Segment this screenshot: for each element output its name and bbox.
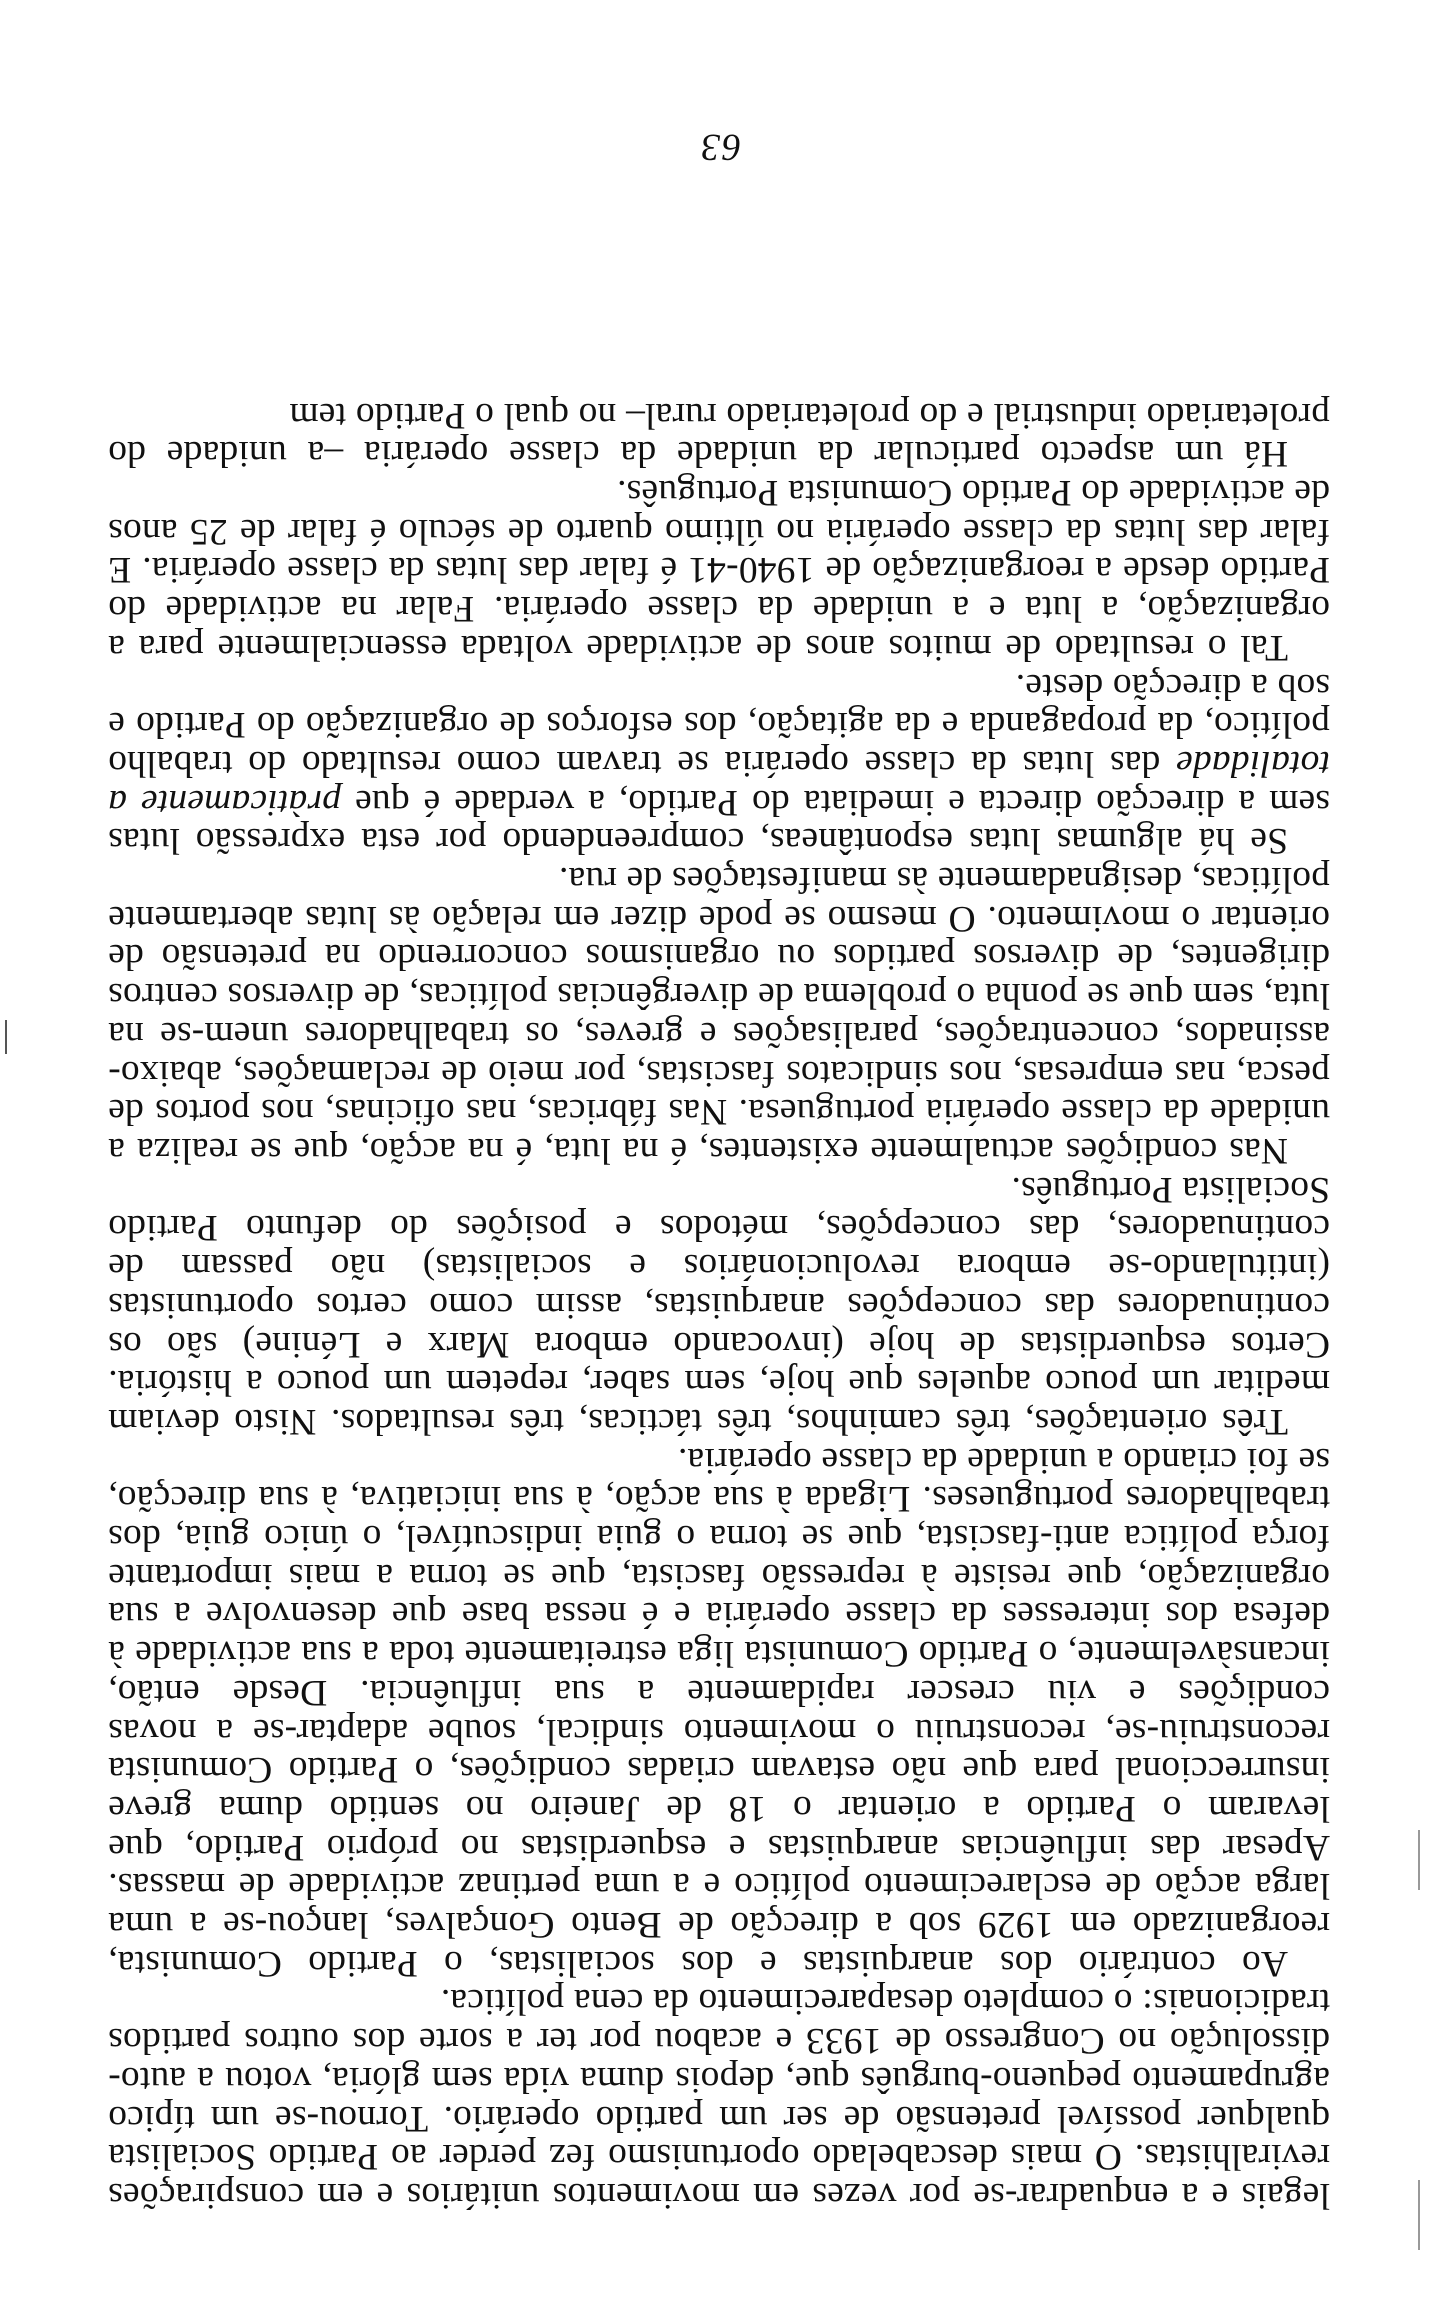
- paragraph-5-part-3: das lutas da classe operária se travam como resultado do trabalho político, da propaganda e da agitação, dos esforços de organização do Partido e sob a direcção deste.: [108, 665, 1330, 784]
- paragraph-4: Nas condições actualmente existentes, é na luta, é na acção, que se realiza a unidade da classe operária portuguesa. Nas fábricas, nas oficinas, nos portos de pesca, nas empresas, nos sindicatos fascistas, por meio de reclamações, abaixo-assinados, concentrações, paralisações e greves, os trabalhadores unem-se na luta, sem que se ponha o problema de divergências políticas, de diversos centros dirigentes, de diversos partidos ou organismos concorrendo na pretensão de orientar o movimento. O mesmo se pode dizer em relação às lutas abertamente políticas, designadamente às manifestações de rua.: [108, 859, 1330, 1172]
- paragraph-6: Tal o resultado de muitos anos de actividade voltada essencialmente para a organização, a luta e a unidade da classe operária. Falar na actividade do Partido desde a reorganização de 1940-41 é falar das lutas da classe operária. E falar das lutas da classe operária no último quarto de século é falar de 25 anos de actividade do Partido Comunista Português.: [108, 472, 1330, 668]
- paragraph-7: Há um aspecto particular da unidade da classe operária –a unidade do proletariado industrial e do proletariado rural– no qual o Partido tem: [108, 394, 1330, 475]
- paragraph-5: [108, 666, 1330, 860]
- paragraph-5-part-1: Se há algumas lutas espontâneas, compreendendo por esta expressão lutas sem a direcção directa e imediata do Partido, a verdade é que: [108, 781, 1330, 862]
- body-text: [108, 395, 1330, 2214]
- scan-margin-mark: [5, 1020, 7, 1054]
- scan-edge-mark-bottom: [1418, 2180, 1420, 2250]
- paragraph-1: legais e a enquadrar-se por vezes em movimentos unitários e em conspirações reviralhistas. O mais descabelado oportunismo fez perder ao Partido Socialista qualquer possível pretensão de ser um partido operário. Tornou-se um típico agrupamento pequeno-burguês que, depois duma vida sem glória, votou a auto-dissolução no Congresso de 1933 e acabou por ter a sorte dos outros partidos tradicionais: o completo desaparecimento da cena política.: [108, 1981, 1330, 2216]
- paragraph-2: Ao contrário dos anarquistas e dos socialistas, o Partido Comunista, reorganizado em 1929 sob a direcção de Bento Gonçalves, lançou-se a uma larga acção de esclarecimento político e a uma pertinaz actividade de massas. Apesar das influências anarquistas e esquerdistas no próprio Partido, que levaram o Partido a orientar o 18 de Janeiro no sentido duma greve insurreccional para que não estavam criadas condições, o Partido Comunista reconstruiu-se, reconstruiu o movimento sindical, soube adaptar-se a novas condições e viu crescer rapidamente a sua influência. Desde então, incansàvelmente, o Partido Comunista liga estreitamente toda a sua actividade à defesa dos interesses da classe operária e é nessa base que desenvolve a sua organização, que resiste à repressão fascista, que se torna a mais importante força política anti-fascista, que se torna o guia indiscutível, o único guia, dos trabalhadores portugueses. Ligada à sua acção, à sua iniciativa, à sua direcção, se foi criando a unidade da classe operária.: [108, 1439, 1330, 1984]
- page-number: 63: [699, 126, 741, 168]
- paragraph-3: Três orientações, três caminhos, três tácticas, três resultados. Nisto deviam meditar um pouco aqueles que hoje, sem saber, repetem um pouco a história. Certos esquerdistas de hoje (invocando embora Marx e Lénine) são os continuadores das concepções anarquistas, assim como certos oportunistas (intitulando-se embora revolucionários e socialistas) não passam de continuadores, das concepções, métodos e posições do defunto Partido Socialista Português.: [108, 1168, 1330, 1442]
- paragraph-5-italic-phrase: pràticamente a totalidade: [107, 742, 1330, 823]
- scan-edge-mark-lower: [1418, 1830, 1420, 1890]
